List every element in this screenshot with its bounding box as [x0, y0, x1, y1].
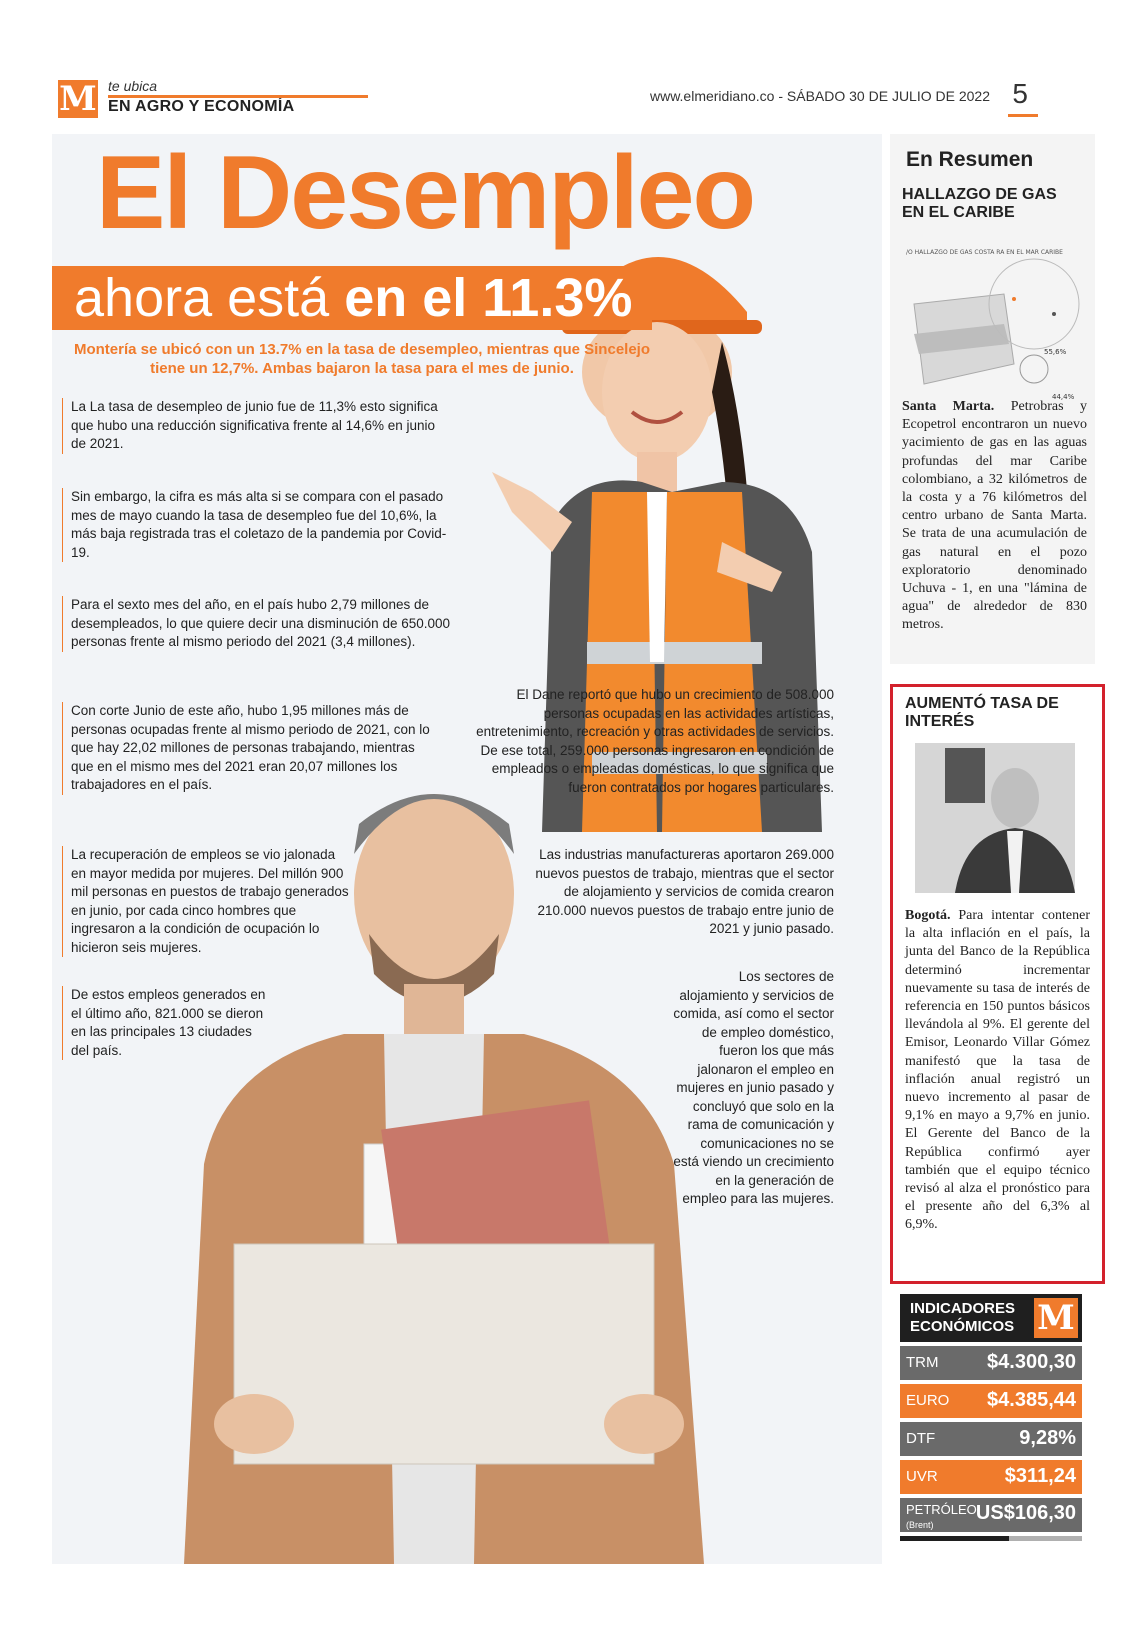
subheadline-bold: en el 11.3%: [344, 268, 633, 328]
masthead-logo: M: [59, 79, 97, 119]
summary-box: [890, 134, 1095, 664]
indicator-label: EURO: [906, 1392, 950, 1409]
indicators-title-line1: INDICADORES: [910, 1300, 1016, 1317]
interest-story-title: AUMENTÓ TASA DE INTERÉS: [905, 695, 1059, 730]
indicator-label: PETRÓLEO: [906, 1502, 977, 1517]
body-paragraph: La recuperación de empleos se vio jalonada en mayor medida por mujeres. Del millón 900 mil personas en puestos de trabajo generados en junio, por cada cinco hombres que ingresaron a la condición de ocupación lo hicieron seis mujeres.: [62, 846, 352, 957]
lead-paragraph: Montería se ubicó con un 13.7% en la tasa de desempleo, mientras que Sincelejo tiene un 12,7%. Ambas bajaron la tasa para el mes de junio.: [73, 341, 650, 377]
indicator-row-dtf: [900, 1422, 1082, 1456]
indicators-footer-bar: [900, 1536, 1082, 1541]
subheadline-banner: [52, 266, 652, 330]
indicator-row-uvr: [900, 1460, 1082, 1494]
sidebar: [890, 134, 1095, 1564]
indicator-row-euro: [900, 1384, 1082, 1418]
indicator-label: TRM: [906, 1354, 939, 1371]
summary-title: En Resumen: [906, 148, 1034, 171]
gas-story-body: [902, 398, 1087, 635]
page-header: [58, 78, 1088, 122]
official-portrait-photo: [915, 743, 1075, 893]
indicator-label: UVR: [906, 1468, 938, 1485]
indicator-value: US$106,30: [975, 1502, 1076, 1524]
indicators-title-line2: ECONÓMICOS: [910, 1318, 1015, 1335]
indicator-value: $4.385,44: [987, 1389, 1076, 1411]
section-tag-small: te ubica: [108, 78, 158, 94]
body-paragraph: De estos empleos generados en el último año, 821.000 se dieron en las principales 13 ciudades del país.: [62, 986, 272, 1060]
section-name: EN AGRO Y ECONOMÍA: [108, 98, 295, 115]
page-number-rule: [1008, 114, 1038, 117]
interest-story-lead: Bogotá.: [905, 908, 951, 923]
body-paragraph: Con corte Junio de este año, hubo 1,95 millones más de personas ocupadas frente al mismo periodo de 2021, con lo que hay 22,02 millones de personas trabajando, mientras que en el mismo mes del 2021 eran 20,07 millones los trabajadores en el país.: [62, 702, 432, 795]
indicator-value: $4.300,30: [987, 1351, 1076, 1373]
body-paragraph: La La tasa de desempleo de junio fue de 11,3% esto significa que hubo una reducción significativa frente al 14,6% en junio de 2021.: [62, 398, 442, 454]
indicator-value: 9,28%: [1019, 1427, 1076, 1449]
headline: El Desempleo: [96, 135, 755, 251]
indicator-label: DTF: [906, 1430, 936, 1447]
interest-story-body: [905, 907, 1090, 1235]
section-rule: [108, 95, 368, 98]
map-percent-1: 55,6%: [1044, 348, 1067, 356]
economic-indicators: [900, 1294, 1082, 1541]
dateline: www.elmeridiano.co - SÁBADO 30 DE JULIO DE 2022: [649, 88, 990, 104]
map-percent-2: 44,4%: [1052, 393, 1075, 401]
indicator-row-petroleo: [900, 1498, 1082, 1532]
subheadline-light: ahora está: [74, 268, 345, 328]
indicators-logo: M: [1034, 1298, 1078, 1338]
indicators-header: [900, 1294, 1082, 1342]
interest-story-text: Para intentar contener la alta inflación en el país, la junta del Banco de la República determinó incrementar nuevamente su tasa de interés de referencia en 150 puntos básicos llevándola al 9%. El gerente del Emisor, Leonardo Villar Gómez manifestó que la tasa de inflación anual registró un nuevo incremento al pasar de 9,1% en mayo a 9,7% en junio. El Gerente del Banco de la República confirmó ayer también que el equipo técnico revisó al alza el pronóstico para el presente año del 6,3% al 6,9%.: [905, 908, 1090, 1233]
body-paragraph: Las industrias manufactureras aportaron 269.000 nuevos puestos de trabajo, mientras que el sector de alojamiento y servicios de comida crearon 210.000 nuevos puestos de trabajo entre junio de 2021 y junio pasado.: [535, 847, 834, 936]
body-paragraph: Para el sexto mes del año, en el país hubo 2,79 millones de desempleados, lo que quiere decir una disminución de 650.000 personas frente al mismo periodo del 2021 (3,4 millones).: [62, 596, 452, 652]
indicator-value: $311,24: [1004, 1465, 1076, 1487]
page-number: 5: [1012, 78, 1028, 109]
gas-discovery-map: [904, 244, 1084, 404]
map-caption: /O HALLAZGO DE GAS COSTA RA EN EL MAR CARIBE: [906, 249, 1063, 256]
body-paragraph: Sin embargo, la cifra es más alta si se compara con el pasado mes de mayo cuando la tasa de desempleo fue del 10,6%, la más baja registrada tras el coletazo de la pandemia por Covid-19.: [62, 488, 452, 562]
gas-story-lead: Santa Marta.: [902, 399, 995, 414]
body-paragraph: Los sectores de alojamiento y servicios de comida, así como el sector de empleo doméstico, fueron los que más jalonaron el empleo en mujeres en junio pasado y concluyó que solo en la rama de comunicación y comunicaciones no se está viendo un crecimiento en la generación de empleo para las mujeres.: [673, 969, 834, 1206]
interest-rate-box: [890, 684, 1105, 1284]
body-paragraph: El Dane reportó que hubo un crecimiento de 508.000 personas ocupadas en las actividades artísticas, entretenimiento, recreación y otras actividades de servicios. De ese total, 259.000 personas ingresaron en condición de empleados o empleadas domésticas, lo que significa que fueron contratados por hogares particulares.: [476, 687, 834, 795]
indicator-sublabel: (Brent): [906, 1520, 934, 1530]
feature-article: [52, 134, 882, 1564]
gas-story-text: Petrobras y Ecopetrol encontraron un nuevo yacimiento de gas en las aguas profundas del mar Caribe colombiano, a 32 kilómetros de la costa y a 76 kilómetros del centro urbano de Santa Marta. Se trata de una acumulación de gas natural en el pozo exploratorio denominado Uchuva - 1, en una "lámina de agua" de alrededor de 830 metros.: [902, 399, 1087, 633]
indicator-row-trm: [900, 1346, 1082, 1380]
gas-story-title: HALLAZGO DE GAS EN EL CARIBE: [902, 186, 1057, 221]
indicators-title: [910, 1300, 1015, 1336]
